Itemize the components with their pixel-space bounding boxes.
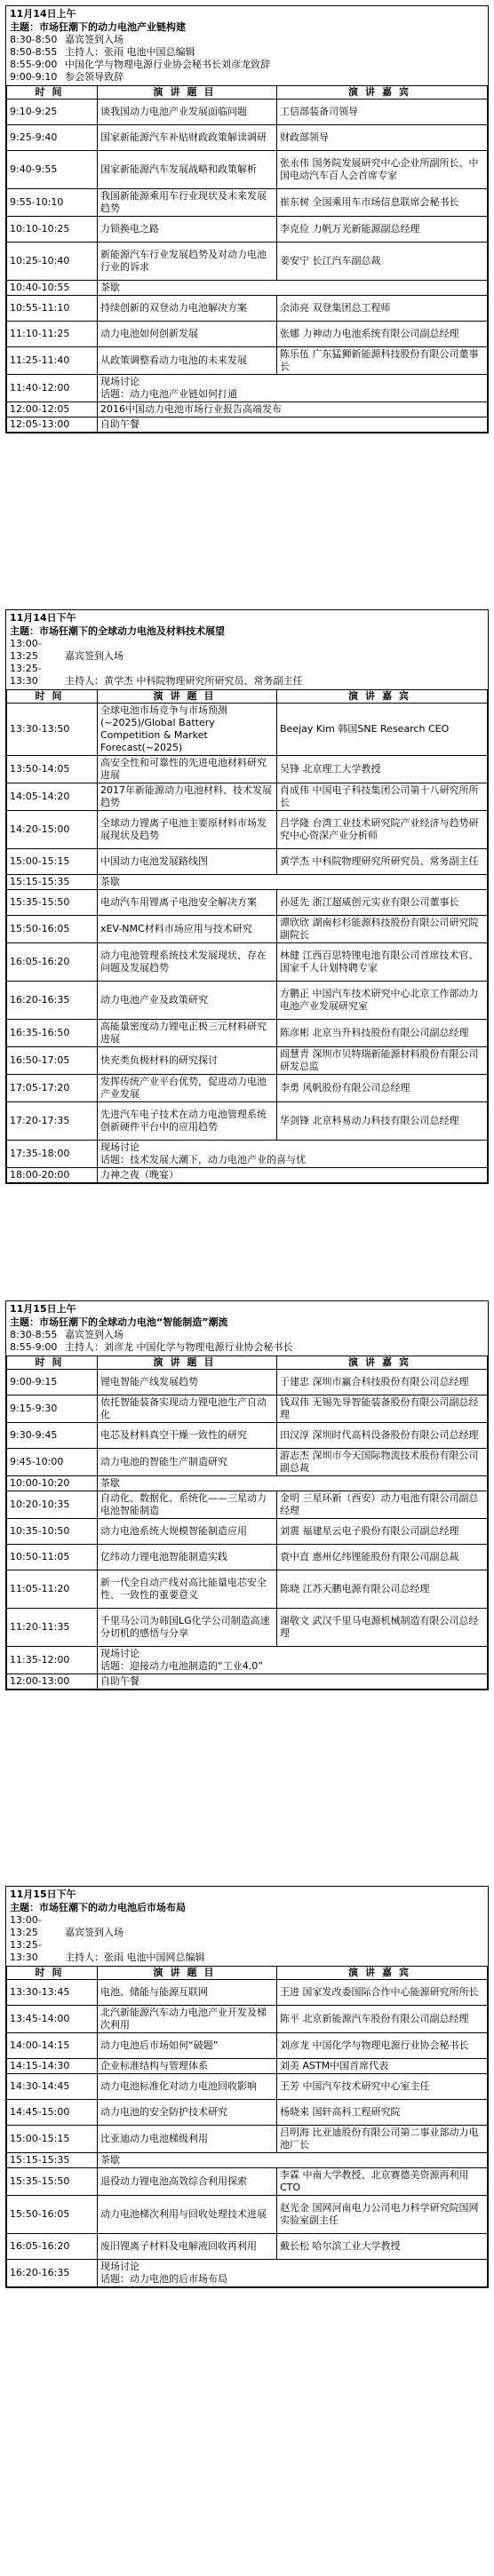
table-row (7, 242, 488, 281)
row-topic: 北汽新能源汽车动力电池产业开发及梯次利用 (98, 2006, 277, 2033)
row-topic: 谈我国动力电池产业发展面临问题 (98, 99, 277, 125)
row-topic: 动力电池后市场如何“破题” (98, 2033, 277, 2059)
row-speaker: 华剑锋 北京科易动力科技有限公司总经理 (277, 1102, 488, 1141)
table-row (7, 2196, 488, 2234)
theme-label: 主题： (10, 1902, 39, 1913)
row-topic: 茶歇 (98, 1476, 488, 1491)
row-speaker: 李克俭 力帆万光新能源副总经理 (277, 217, 488, 242)
table-row (7, 296, 488, 322)
section-header (6, 610, 488, 689)
session-date: 11月14日下午 (10, 612, 76, 624)
table-row (7, 99, 488, 125)
table-row (7, 2260, 488, 2287)
row-topic: 从政策调整看动力电池的未来发展 (98, 347, 277, 375)
row-speaker: 方鹏正 中国汽车技术研究中心北京工作部动力电池产业发展研究室 (277, 982, 488, 1020)
table-row (7, 943, 488, 982)
row-time: 13:30-13:45 (7, 1980, 98, 2006)
row-topic: 动力电池标准化对动力电池回收影响 (98, 2074, 277, 2100)
row-time: 17:05-17:20 (7, 1075, 98, 1102)
theme-label: 主题： (10, 1316, 39, 1328)
intro-time: 13:00-13:25 (10, 638, 42, 662)
theme-text: 市场狂潮下的全球动力电池“智能制造”潮流 (39, 1316, 228, 1328)
row-topic: 退役动力锂电池高效综合利用探索 (98, 2168, 277, 2196)
row-speaker: 刘彦龙 中国化学与物理电源行业协会秘书长 (277, 2033, 488, 2059)
row-time: 14:30-14:45 (7, 2074, 98, 2100)
row-topic: 全球动力锂离子电池主要原材料市场发展现状及趋势 (98, 811, 277, 849)
row-time: 11:40-12:00 (7, 375, 98, 402)
row-topic: xEV-NMC材料市场应用与技术研究 (98, 916, 277, 943)
row-time: 18:00-20:00 (7, 1168, 98, 1183)
table-row (7, 2168, 488, 2196)
row-time: 16:20-16:35 (7, 982, 98, 1020)
row-time: 15:50-16:05 (7, 2196, 98, 2234)
table-row (7, 1423, 488, 1449)
row-topic: 2017年新能源动力电池材料、技术发展趋势 (98, 783, 277, 811)
row-time: 14:15-14:30 (7, 2059, 98, 2074)
schedule-table (6, 1356, 488, 1690)
table-row (7, 402, 488, 417)
row-speaker: 钱双伟 无锡先导智能装备股份有限公司副总经理 (277, 1395, 488, 1423)
intro-line (10, 34, 484, 46)
row-speaker: 李勇 风帆股份有限公司总经理 (277, 1075, 488, 1102)
table-row (7, 1570, 488, 1609)
intro-time: 8:30-8:50 (10, 34, 58, 45)
row-speaker: 王进 国家发改委国际合作中心能源研究所所长 (277, 1980, 488, 2006)
row-speaker: 崔东树 全国乘用车市场信息联席会秘书长 (277, 189, 488, 217)
row-time: 9:00-9:15 (7, 1370, 98, 1395)
session-date: 11月15日下午 (10, 1888, 76, 1900)
intro-text: 主持人：黄学杰 中科院物理研究所研究员、常务副主任 (65, 675, 303, 687)
row-speaker: 谭欣欣 湖南杉杉能源科技股份有限公司研究院副院长 (277, 916, 488, 943)
row-speaker: 阎慧青 深圳市贝特瑞新能源材料股份有限公司研发总监 (277, 1047, 488, 1075)
row-speaker: 陈乐伍 广东猛狮新能源科技股份有限公司董事长 (277, 347, 488, 375)
session-date: 11月15日上午 (10, 1303, 76, 1315)
table-row (7, 347, 488, 375)
row-topic: 现场讨论 话题：迎接动力电池制造的“工业4.0” (98, 1647, 488, 1674)
intro-text: 主持人：张雨 电池中国总编辑 (65, 46, 195, 58)
row-speaker: 张娜 力神动力电池系统有限公司副总经理 (277, 322, 488, 347)
row-speaker: 张永伟 国务院发展研究中心企业所副所长、中国电动汽车百人会首席专家 (277, 151, 488, 189)
row-speaker: 黄学杰 中科院物理研究所研究员、常务副主任 (277, 849, 488, 875)
session-date: 11月14日上午 (10, 8, 76, 20)
row-time: 15:35-15:50 (7, 890, 98, 916)
row-topic: 现场讨论 话题：技术发展大潮下，动力电池产业的喜与忧 (98, 1141, 488, 1168)
row-speaker: 姜安宁 长江汽车副总裁 (277, 242, 488, 281)
row-time: 9:25-9:40 (7, 125, 98, 151)
row-speaker: 游志杰 深圳市今天国际物流技术股份有限公司副总裁 (277, 1449, 488, 1476)
intro-text: 嘉宾签到入场 (65, 34, 124, 45)
row-topic: 先进汽车电子技术在动力电池管理系统创新硬件平台中的应用趋势 (98, 1102, 277, 1141)
row-time: 14:05-14:20 (7, 783, 98, 811)
row-time: 11:25-11:40 (7, 347, 98, 375)
row-time: 10:40-10:55 (7, 281, 98, 296)
row-speaker: 工信部装备司领导 (277, 99, 488, 125)
row-topic: 发挥传统产业平台优势，促进动力电池产业发展 (98, 1075, 277, 1102)
table-row (7, 2100, 488, 2126)
table-header-row (7, 1356, 488, 1370)
intro-line (10, 71, 484, 83)
intro-text: 参会领导致辞 (65, 71, 124, 83)
table-row (7, 890, 488, 916)
intro-line (10, 1329, 484, 1341)
row-time: 10:35-10:50 (7, 1519, 98, 1545)
table-row (7, 1168, 488, 1183)
row-time: 13:30-13:50 (7, 704, 98, 756)
row-topic: 力神之夜（晚宴） (98, 1168, 488, 1183)
row-speaker: 余沛亮 双登集团总工程师 (277, 296, 488, 322)
header-speaker: 演讲嘉宾 (277, 690, 488, 704)
table-row (7, 1674, 488, 1690)
section-header (6, 6, 488, 85)
table-row (7, 1449, 488, 1476)
row-time: 10:10-10:25 (7, 217, 98, 242)
row-topic: 新能源汽车行业发展趋势及对动力电池行业的诉求 (98, 242, 277, 281)
row-topic: 动力电池的智能生产制造研究 (98, 1449, 277, 1476)
row-topic: 动力电池如何创新发展 (98, 322, 277, 347)
row-time: 10:25-10:40 (7, 242, 98, 281)
row-topic: 动力电池的安全防护技术研究 (98, 2100, 277, 2126)
row-topic: 废旧锂离子材料及电解液回收再利用 (98, 2234, 277, 2260)
session-theme (10, 1316, 484, 1329)
row-time: 15:00-15:15 (7, 2126, 98, 2153)
table-row (7, 281, 488, 296)
table-row (7, 811, 488, 849)
row-time: 11:10-11:25 (7, 322, 98, 347)
row-time: 15:15-15:35 (7, 2153, 98, 2168)
row-topic: 高安全性和可靠性的先进电池材料研究进展 (98, 756, 277, 783)
theme-text: 市场狂潮下的动力电池产业链构建 (39, 21, 186, 33)
header-topic: 演讲题目 (98, 690, 277, 704)
table-row (7, 151, 488, 189)
table-row (7, 2033, 488, 2059)
table-row (7, 982, 488, 1020)
row-speaker: 孙延先 浙江超威创元实业有限公司董事长 (277, 890, 488, 916)
intro-line (10, 1939, 484, 1964)
row-time: 15:15-15:35 (7, 875, 98, 890)
table-row (7, 783, 488, 811)
row-topic: 茶歇 (98, 281, 488, 296)
row-speaker: 吴锋 北京理工大学教授 (277, 756, 488, 783)
row-time: 12:00-12:05 (7, 402, 98, 417)
header-topic: 演讲题目 (98, 86, 277, 99)
table-header-row (7, 690, 488, 704)
row-topic: 动力电池系统大规模智能制造应用 (98, 1519, 277, 1545)
intro-time: 13:25-13:30 (10, 663, 42, 687)
row-topic: 亿纬动力锂电池智能制造实践 (98, 1545, 277, 1570)
row-time: 16:05-16:20 (7, 2234, 98, 2260)
row-time: 11:35-12:00 (7, 1647, 98, 1674)
row-speaker: 陈彦彬 北京当升科技股份有限公司副总经理 (277, 1020, 488, 1047)
row-time: 9:15-9:30 (7, 1395, 98, 1423)
table-row (7, 704, 488, 756)
row-topic: 自助午餐 (98, 1674, 488, 1690)
table-row (7, 189, 488, 217)
intro-text: 主持人：张雨 电池中国网总编辑 (65, 1952, 205, 1963)
intro-line (10, 638, 484, 663)
table-row (7, 2234, 488, 2260)
table-row (7, 1519, 488, 1545)
row-topic: 千里马公司为韩国LG化学公司制造高速分切机的感悟与分享 (98, 1609, 277, 1647)
theme-text: 市场狂潮下的全球动力电池及材料技术展望 (39, 625, 225, 637)
header-time: 时间 (7, 690, 98, 704)
row-time: 16:05-16:20 (7, 943, 98, 982)
row-speaker: 于建忠 深圳市赢合科技股份有限公司总经理 (277, 1370, 488, 1395)
intro-line (10, 1914, 484, 1939)
row-time: 10:00-10:20 (7, 1476, 98, 1491)
table-row (7, 756, 488, 783)
table-row (7, 1102, 488, 1141)
row-topic: 茶歇 (98, 2153, 488, 2168)
row-topic: 锂电智能产线发展趋势 (98, 1370, 277, 1395)
header-speaker: 演讲嘉宾 (277, 1967, 488, 1980)
intro-text: 中国化学与物理电源行业协会秘书长刘彦龙致辞 (65, 59, 270, 70)
table-header-row (7, 1967, 488, 1980)
table-row (7, 1609, 488, 1647)
table-row (7, 417, 488, 433)
row-time: 13:45-14:00 (7, 2006, 98, 2033)
table-row (7, 2006, 488, 2033)
row-topic: 持续创新的双登动力电池解决方案 (98, 296, 277, 322)
row-topic: 现场讨论 话题：动力电池的后市场布局 (98, 2260, 488, 2287)
row-topic: 我国新能源乘用车行业现状及未来发展趋势 (98, 189, 277, 217)
row-speaker: 吕明海 比亚迪股份有限公司第二事业部动力电池厂长 (277, 2126, 488, 2153)
row-speaker: 林健 江西百思特锂电池有限公司首席技术官、国家千人计划特聘专家 (277, 943, 488, 982)
row-topic: 动力电池管理系统技术发展现状、存在问题及发展趋势 (98, 943, 277, 982)
row-time: 12:05-13:00 (7, 417, 98, 433)
table-row (7, 2153, 488, 2168)
row-topic: 动力电池产业及政策研究 (98, 982, 277, 1020)
table-row (7, 1047, 488, 1075)
session-theme (10, 20, 484, 34)
intro-line (10, 663, 484, 688)
session-theme (10, 624, 484, 638)
row-time: 10:50-11:05 (7, 1545, 98, 1570)
table-row (7, 322, 488, 347)
intro-time: 9:00-9:10 (10, 71, 58, 83)
agenda-section (5, 1886, 489, 2288)
intro-time: 8:55-9:00 (10, 59, 58, 70)
header-speaker: 演讲嘉宾 (277, 1356, 488, 1370)
intro-time: 8:30-8:55 (10, 1329, 58, 1340)
row-time: 11:20-11:35 (7, 1609, 98, 1647)
row-time: 14:00-14:15 (7, 2033, 98, 2059)
intro-line (10, 1341, 484, 1354)
table-row (7, 875, 488, 890)
intro-text: 嘉宾签到入场 (65, 650, 124, 662)
row-speaker: 李霖 中南大学教授、北京赛德美资源再利用CTO (277, 2168, 488, 2196)
row-speaker: 刘震 福建星云电子股份有限公司副总经理 (277, 1519, 488, 1545)
row-time: 16:50-17:05 (7, 1047, 98, 1075)
row-topic: 高能量密度动力锂电正极三元材料研究进展 (98, 1020, 277, 1047)
table-row (7, 1395, 488, 1423)
row-speaker: 田汉淳 深圳时代高科设备股份有限公司总经理 (277, 1423, 488, 1449)
row-speaker: 刘美 ASTM中国首席代表 (277, 2059, 488, 2074)
row-time: 15:50-16:05 (7, 916, 98, 943)
intro-time: 8:55-9:00 (10, 1341, 58, 1353)
row-time: 17:20-17:35 (7, 1102, 98, 1141)
row-topic: 电芯及材料真空干燥一致性的研究 (98, 1423, 277, 1449)
table-row (7, 375, 488, 402)
row-topic: 茶歇 (98, 875, 488, 890)
intro-time: 8:50-8:55 (10, 46, 58, 58)
row-time: 9:10-9:25 (7, 99, 98, 125)
row-topic: 动力电池梯次利用与回收处理技术进展 (98, 2196, 277, 2234)
intro-text: 嘉宾签到入场 (65, 1329, 124, 1340)
header-time: 时间 (7, 1967, 98, 1980)
table-row (7, 125, 488, 151)
row-topic: 现场讨论 话题：动力电池产业链如何打通 (98, 375, 488, 402)
row-topic: 自动化、数据化、系统化——三星动力电池智能制造 (98, 1491, 277, 1519)
agenda-section (5, 1300, 489, 1690)
table-row (7, 916, 488, 943)
row-speaker: 戴长松 哈尔滨工业大学教授 (277, 2234, 488, 2260)
schedule-table (6, 689, 488, 1183)
row-time: 9:40-9:55 (7, 151, 98, 189)
row-time: 16:20-16:35 (7, 2260, 98, 2287)
section-header (6, 1301, 488, 1356)
row-time: 13:50-14:05 (7, 756, 98, 783)
table-row (7, 217, 488, 242)
row-topic: 电动汽车用锂离子电池安全解决方案 (98, 890, 277, 916)
row-speaker: Beejay Kim 韩国SNE Research CEO (277, 704, 488, 756)
table-row (7, 1980, 488, 2006)
row-speaker: 王芳 中国汽车技术研究中心室主任 (277, 2074, 488, 2100)
table-row (7, 1491, 488, 1519)
row-topic: 自助午餐 (98, 417, 488, 433)
table-row (7, 849, 488, 875)
row-speaker: 财政部领导 (277, 125, 488, 151)
row-speaker: 肖成伟 中国电子科技集团公司第十八研究所所长 (277, 783, 488, 811)
table-row (7, 2059, 488, 2074)
table-row (7, 1476, 488, 1491)
row-time: 14:45-15:00 (7, 2100, 98, 2126)
row-speaker: 赵光金 国网河南电力公司电力科学研究院国网实验室副主任 (277, 2196, 488, 2234)
row-time: 9:30-9:45 (7, 1423, 98, 1449)
row-time: 17:35-18:00 (7, 1141, 98, 1168)
agenda-section (5, 5, 489, 433)
row-topic: 中国动力电池发展路线图 (98, 849, 277, 875)
agenda-section (5, 609, 489, 1184)
table-header-row (7, 86, 488, 99)
table-row (7, 1141, 488, 1168)
table-row (7, 1075, 488, 1102)
table-row (7, 1545, 488, 1570)
theme-label: 主题： (10, 21, 39, 33)
row-time: 15:00-15:15 (7, 849, 98, 875)
row-speaker: 袁中直 惠州亿纬锂能股份有限公司副总裁 (277, 1545, 488, 1570)
header-speaker: 演讲嘉宾 (277, 86, 488, 99)
table-row (7, 1020, 488, 1047)
row-topic: 国家新能源汽车发展战略和政策解析 (98, 151, 277, 189)
header-time: 时间 (7, 86, 98, 99)
row-speaker: 吕学隆 台湾工业技术研究院产业经济与趋势研究中心资深产业分析师 (277, 811, 488, 849)
row-time: 15:35-15:50 (7, 2168, 98, 2196)
row-time: 16:35-16:50 (7, 1020, 98, 1047)
row-time: 12:00-13:00 (7, 1674, 98, 1690)
row-topic: 新一代全自动产线对高比能量电芯安全性、一致性的重要意义 (98, 1570, 277, 1609)
row-time: 9:45-10:00 (7, 1449, 98, 1476)
row-topic: 全球电池市场竞争与市场预测(~2025)/Global Battery Competition & Market Forecast(~2025) (98, 704, 277, 756)
row-time: 11:05-11:20 (7, 1570, 98, 1609)
theme-text: 市场狂潮下的动力电池后市场布局 (39, 1902, 186, 1913)
row-topic: 企业标准结构与管理体系 (98, 2059, 277, 2074)
row-topic: 2016中国动力电池市场行业报告高端发布 (98, 402, 488, 417)
row-time: 10:20-10:35 (7, 1491, 98, 1519)
row-speaker: 谢敬文 武汉千里马电源机械制造有限公司总经理 (277, 1609, 488, 1647)
row-time: 10:55-11:10 (7, 296, 98, 322)
row-speaker: 陈晓 江苏天鹏电源有限公司总经理 (277, 1570, 488, 1609)
header-topic: 演讲题目 (98, 1967, 277, 1980)
schedule-table (6, 85, 488, 433)
intro-time: 13:25-13:30 (10, 1939, 42, 1963)
row-time: 9:55-10:10 (7, 189, 98, 217)
table-row (7, 2126, 488, 2153)
intro-text: 嘉宾签到入场 (65, 1927, 124, 1938)
schedule-table (6, 1966, 488, 2287)
table-row (7, 1370, 488, 1395)
row-topic: 电池、储能与能源互联网 (98, 1980, 277, 2006)
row-time: 14:20-15:00 (7, 811, 98, 849)
row-topic: 快充类负极材料的研究探讨 (98, 1047, 277, 1075)
header-time: 时间 (7, 1356, 98, 1370)
row-topic: 力锁换电之路 (98, 217, 277, 242)
row-speaker: 杨晓来 国轩高科工程研究院 (277, 2100, 488, 2126)
intro-time: 13:00-13:25 (10, 1914, 42, 1938)
theme-label: 主题： (10, 625, 39, 637)
intro-text: 主持人：刘彦龙 中国化学与物理电源行业协会秘书长 (65, 1341, 293, 1353)
row-topic: 国家新能源汽车补贴财政政策解读调研 (98, 125, 277, 151)
row-topic: 依托智能装备实现动力锂电池生产自动化 (98, 1395, 277, 1423)
intro-line (10, 46, 484, 59)
table-row (7, 1647, 488, 1674)
header-topic: 演讲题目 (98, 1356, 277, 1370)
intro-line (10, 59, 484, 71)
table-row (7, 2074, 488, 2100)
row-topic: 比亚迪动力电池梯级利用 (98, 2126, 277, 2153)
row-speaker: 金明 三星环新（西安）动力电池有限公司副总经理 (277, 1491, 488, 1519)
section-header (6, 1887, 488, 1966)
session-theme (10, 1901, 484, 1914)
row-speaker: 陈平 北京新能源汽车股份有限公司副总经理 (277, 2006, 488, 2033)
